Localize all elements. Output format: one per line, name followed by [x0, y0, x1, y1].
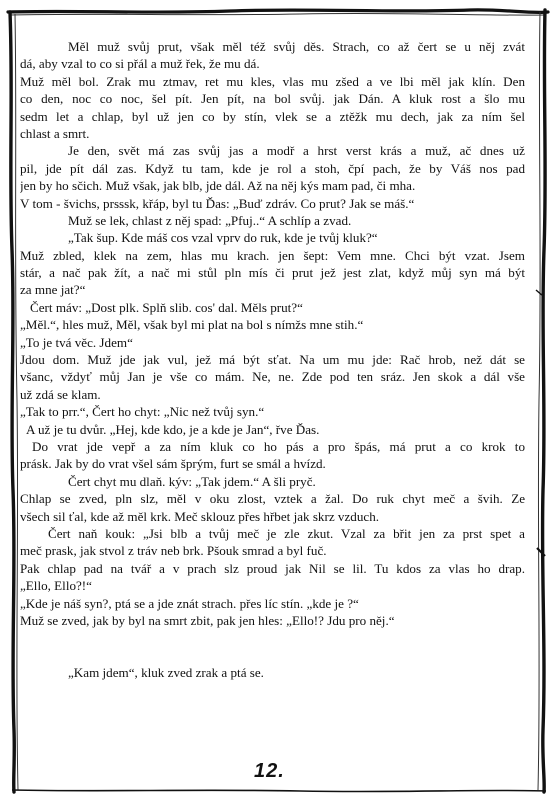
right-border-line-thin [538, 12, 540, 790]
text-line: chlast a smrt. [20, 125, 90, 141]
text-line: prásk. Jak by do vrat všel sám šprým, furt se smál a hvízd. [20, 456, 326, 472]
text-line: „Tak to prr.“, Čert ho chyt: „Nic než tvůj syn.“ [20, 404, 265, 420]
text-line [20, 647, 525, 664]
text-line: A už je tu dvůr. „Hej, kde kdo, je a kde je Jan“, řve Ďas. [26, 421, 320, 437]
bottom-border-line [12, 790, 546, 792]
text-line: Čert naň kouk: „Jsi blb a tvůj meč je zle zkut. Vzal za břit jen za prst spet a [48, 525, 525, 541]
text-line: Čert máv: „Dost plk. Splň slib. cos' dal. Měls prut?“ [30, 299, 303, 315]
text-line: Je den, svět má zas svůj jas a modř a hrst verst krás a muž, ač dnes už [68, 143, 525, 159]
text-line: „Tak šup. Kde máš cos vzal vprv do ruk, kde je tvůj kluk?“ [68, 230, 378, 246]
text-line: už zdá se klam. [20, 386, 101, 402]
text-line: Muž zbled, klek na zem, hlas mu krach. jen šept: Vem mne. Chci být vzat. Jsem [20, 247, 525, 263]
text-line: všanc, vždyť můj Jan je vše co mám. Ne, ne. Zde pod ten sráz. Jen skok a dál vše [20, 369, 525, 385]
text-line: „To je tvá věc. Jdem“ [20, 334, 133, 350]
text-line: Jdou dom. Muž jde jak vul, jež má být sťat. Na um mu jde: Rač hrob, než dát se [20, 352, 525, 368]
text-line: Muž se zved, jak by byl na smrt zbit, pak jen hles: „Ello!? Jdu pro něj.“ [20, 612, 395, 628]
text-line: co den, noc co noc, šel pít. Jen pít, na bol svůj. jak Dán. A kluk rost a šlo mu [20, 91, 525, 107]
text-line: dá, aby vzal to co si přál a muž řek, že mu dá. [20, 56, 260, 72]
left-border-line [10, 12, 14, 792]
right-border-line [543, 10, 546, 792]
text-line: za mne jat?“ [20, 282, 86, 298]
page-body-text [20, 38, 525, 681]
left-border-line-thin [15, 14, 18, 790]
text-line: Muž měl bol. Zrak mu ztmav, ret mu kles, vlas mu zšed a ve lbi měl jak klín. Den [20, 73, 525, 89]
text-line: „Kde je náš syn?, ptá se a jde znát strach. přes líc stín. „kde je ?“ [20, 595, 359, 611]
text-line: Měl muž svůj prut, však měl též svůj děs. Strach, co až čert se u něj zvát [68, 39, 525, 54]
text-line: Do vrat jde vepř a za ním kluk co ho pás a pro špás, má prut a co krok to [32, 438, 525, 454]
text-line: pil, jde pít dál zas. Když tu tam, kde je rol a stoh, čpí pach, že by Váš nos pad [20, 160, 525, 176]
text-line: Pak chlap pad na tvář a v prach slz proud jak Nil se lil. Tu kdos za vlas ho drap. [20, 560, 525, 576]
text-line: meč prask, jak stvol z tráv neb brk. Pšouk smrad a byl fuč. [20, 543, 327, 559]
text-line: „Ello, Ello?!“ [20, 578, 92, 594]
text-line: Čert chyt mu dlaň. kýv: „Tak jdem.“ A šli pryč. [68, 473, 316, 489]
top-border-line [8, 10, 548, 13]
text-line: Muž se lek, chlast z něj spad: „Pfuj..“ A schlíp a zvad. [68, 212, 352, 228]
text-line [20, 629, 525, 646]
text-line: Chlap se zved, pln slz, měl v oku zlost, vztek a žal. Do ruk chyt meč a švih. Ze [20, 491, 525, 507]
page-number: 12. [254, 760, 285, 782]
top-border-line-thin [10, 13, 546, 15]
text-line: stár, a nač pak žít, a nač mi stůl pln mís či prut jež jest zlat, když můj syn má být [20, 265, 525, 281]
text-line: V tom - švichs, prsssk, křáp, byl tu Ďas: „Buď zdráv. Co prut? Jak se máš.“ [20, 195, 415, 211]
text-line: „Měl.“, hles muž, Měl, však byl mi plat na bol s nímžs mne stih.“ [20, 317, 364, 333]
text-line: jen by ho sčich. Muž však, jak blb, jde dál. Až na něj kýs mam pad, či mha. [20, 178, 416, 194]
text-line: všech sil ťal, kde až měl krk. Meč sklouz přes hřbet jak skrz vzduch. [20, 508, 380, 524]
text-line: sedm let a chlap, byl už jen co by stín, vlek se a ztěžk mu dech, jak za ním šel [20, 108, 525, 124]
text-line: „Kam jdem“, kluk zved zrak a ptá se. [68, 665, 264, 681]
